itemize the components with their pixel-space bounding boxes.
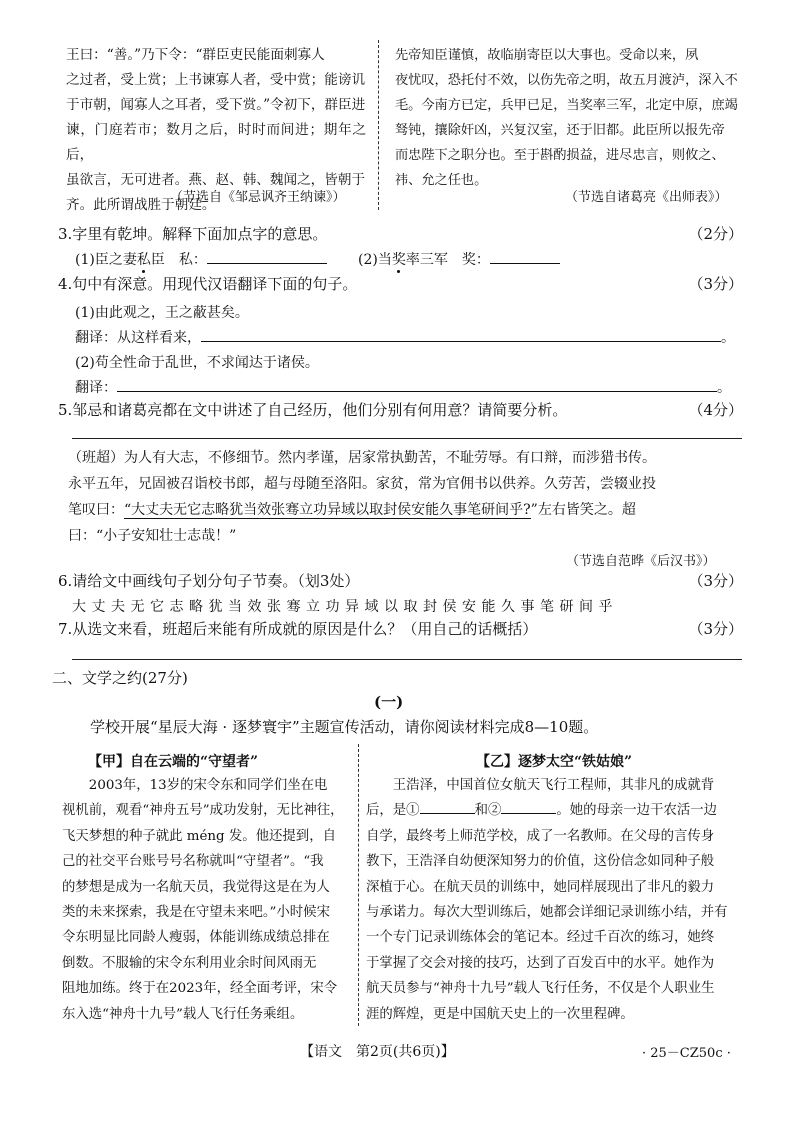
question-6-text: 6.请给文中画线句子划分句子节奏。（划3处） bbox=[58, 572, 360, 590]
translation-1-label: 翻译：从这样看来， bbox=[75, 330, 201, 346]
question-3-text: 3.字里有乾坤。解释下面加点字的意思。 bbox=[58, 225, 328, 243]
answer-blank[interactable] bbox=[117, 377, 717, 392]
passage-ban-chao bbox=[68, 445, 748, 549]
question-7-text: 7.从选文来看，班超后来能有所成就的原因是什么？（用自己的话概括） bbox=[58, 620, 538, 638]
material-b-body bbox=[366, 773, 748, 1027]
column-divider bbox=[378, 40, 379, 210]
material-b-line: 航天员参与“神舟十九号”载人飞行任务，不仅是个人职业生 bbox=[366, 981, 715, 997]
material-a-body bbox=[62, 773, 352, 1027]
material-a-line: 己的社交平台账号号名称就叫“守望者”。“我 bbox=[62, 854, 324, 870]
question-4-sentence-2: (2)苟全性命于乱世，不求闻达于诸侯。 bbox=[75, 355, 319, 371]
passage-right-line: 夜忧叹，恐托付不效，以伤先帝之明，故五月渡泸，深入不 bbox=[395, 73, 738, 88]
passage-left-source: （节选自《邹忌讽齐王纳谏》） bbox=[170, 190, 346, 205]
section-2-intro: 学校开展“星辰大海 · 逐梦寰宇”主题宣传活动，请你阅读材料完成8—10题。 bbox=[90, 718, 599, 736]
period: 。 bbox=[721, 330, 735, 346]
passage-right-line: 而忠陛下之职分也。至于斟酌损益，进尽忠言，则攸之、 bbox=[395, 148, 725, 163]
section-2-subtitle: (一) bbox=[374, 693, 404, 711]
page-number: 【语文 第2页(共6页)】 bbox=[300, 1044, 455, 1060]
question-3 bbox=[58, 224, 743, 244]
question-4-translation-1 bbox=[75, 327, 745, 347]
answer-blank[interactable] bbox=[490, 249, 560, 264]
period: 。 bbox=[717, 380, 731, 396]
passage-ban-chao-source: （节选自范晔《后汉书》） bbox=[566, 554, 716, 569]
question-6-score: （3分） bbox=[688, 572, 743, 590]
material-b-line: 深植于心。在航天员的训练中，她同样展现出了非凡的毅力 bbox=[366, 879, 715, 895]
passage-left-line: 虽欲言，无可进者。燕、赵、韩、魏闻之，皆朝于 bbox=[66, 172, 366, 188]
material-a-line: 阻地加练。终于在2023年，经全面考评，宋令 bbox=[62, 981, 338, 997]
dotted-char-si: 私 bbox=[136, 252, 151, 268]
material-a-line: 飞天梦想的种子就此 méng 发。他还提到，自 bbox=[62, 828, 336, 844]
material-a-line: 视机前，观看“神舟五号”成功发射，无比神往， bbox=[62, 803, 344, 819]
passage-line: （班超）为人有大志，不修细节。然内孝谨，居家常执勤苦，不耻劳辱。有口辩，而涉猎书传。 bbox=[68, 450, 656, 466]
material-b-line bbox=[366, 798, 748, 823]
dotted-char-jiang: 奖 bbox=[391, 252, 406, 268]
passage-right-line: 祎、允之任也。 bbox=[395, 173, 488, 188]
item-2-suffix: 率三军 奖： bbox=[405, 252, 490, 268]
material-b-line: 涯的辉煌，更是中国航天史上的一次里程碑。 bbox=[366, 1006, 634, 1022]
material-b-line: 自学，最终考上师范学校，成了一名教师。在父母的言传身 bbox=[366, 828, 715, 844]
question-3-item-2 bbox=[358, 249, 560, 269]
material-a-line: 的梦想是成为一名航天员，我觉得这是在为人 bbox=[62, 879, 330, 895]
material-a-line: 东入选“神舟十九号”载人飞行任务乘组。 bbox=[62, 1006, 304, 1022]
passage-right-source: （节选自诸葛亮《出师表》） bbox=[565, 190, 728, 205]
question-4-sentence-1: (1)由此观之，王之蔽甚矣。 bbox=[75, 305, 249, 321]
answer-blank[interactable] bbox=[207, 249, 327, 264]
question-4-text: 4.句中有深意。用现代汉语翻译下面的句子。 bbox=[58, 275, 358, 293]
blank-2-label: 和② bbox=[474, 803, 502, 819]
material-a-title: 【甲】自在云端的“守望者” bbox=[88, 754, 259, 770]
answer-line[interactable] bbox=[72, 659, 742, 660]
section-2-title: 二、文学之约(27分) bbox=[52, 669, 188, 687]
material-b-line-rest: 。她的母亲一边干农活一边 bbox=[556, 803, 718, 819]
question-5-text: 5.邹忌和诸葛亮都在文中讲述了自己经历，他们分别有何用意？请简要分析。 bbox=[58, 401, 568, 419]
item-1-suffix: 臣 私： bbox=[150, 252, 207, 268]
passage-left-line: 谏，门庭若市；数月之后，时时而间进；期年之后， bbox=[66, 122, 366, 163]
question-6 bbox=[58, 571, 743, 591]
passage-right-line: 毛。今南方已定，兵甲已足，当奖率三军，北定中原，庶竭 bbox=[395, 98, 738, 113]
material-b-title: 【乙】逐梦太空“铁姑娘” bbox=[476, 754, 633, 770]
material-a-line: 2003年，13岁的宋令东和同学们坐在电 bbox=[88, 778, 328, 793]
underlined-sentence: “大丈夫无它志略犹当效张骞立功异域以取封侯安能久事笔研间乎? bbox=[124, 502, 531, 518]
passage-line-suffix: ”左右皆笑之。超 bbox=[530, 502, 636, 518]
item-1-prefix: (1)臣之妻 bbox=[75, 252, 137, 268]
passage-right-line: 驽钝，攘除奸凶，兴复汉室，还于旧都。此臣所以报先帝 bbox=[395, 123, 725, 138]
question-6-sentence[interactable]: 大丈夫无它志略犹当效张骞立功异域以取封侯安能久事笔研间乎 bbox=[72, 599, 618, 615]
question-5 bbox=[58, 400, 743, 420]
paper-code: · 25－CZ50c · bbox=[642, 1046, 731, 1061]
passage-line: 曰：“小子安知壮士志哉！” bbox=[68, 528, 237, 544]
answer-blank[interactable] bbox=[201, 327, 721, 342]
translation-2-label: 翻译： bbox=[75, 380, 117, 396]
answer-blank-1[interactable] bbox=[420, 799, 475, 814]
blank-1-label: 后，是① bbox=[366, 803, 420, 819]
material-b-line: 王浩泽，中国首位女航天飞行工程师，其非凡的成就背 bbox=[392, 778, 715, 793]
passage-right bbox=[395, 43, 743, 193]
answer-blank-2[interactable] bbox=[501, 799, 556, 814]
material-b-line: 教下，王浩泽自幼便深知努力的价值，这份信念如同种子般 bbox=[366, 854, 715, 870]
item-2-prefix: (2)当 bbox=[358, 252, 392, 268]
material-b-line: 于掌握了交会对接的技巧，达到了百发百中的水平。她作为 bbox=[366, 955, 715, 971]
material-b-line: 一个专门记录训练体会的笔记本。经过千百次的练习，她终 bbox=[366, 930, 715, 946]
passage-left-line: 于市朝，闻寡人之耳者，受下赏。”令初下，群臣进 bbox=[66, 97, 366, 113]
passage-line bbox=[68, 497, 748, 523]
material-b-line: 与承诺力。每次大型训练后，她都会详细记录训练小结，并有 bbox=[366, 905, 728, 921]
passage-line-prefix: 笔叹曰： bbox=[68, 502, 124, 518]
answer-line[interactable] bbox=[72, 438, 742, 439]
passage-left-line: 之过者，受上赏；上书谏寡人者，受中赏；能谤讥 bbox=[66, 72, 366, 88]
question-4 bbox=[58, 274, 743, 294]
material-a-line: 令东明显比同龄人瘦弱，体能训练成绩总排在 bbox=[62, 930, 330, 946]
passage-line: 永平五年，兄固被召诣校书郎，超与母随至洛阳。家贫，常为官佣书以供养。久劳苦，尝辍业投 bbox=[68, 476, 656, 492]
material-a-line: 倒数。不服输的宋令东利用业余时间风雨无 bbox=[62, 955, 317, 971]
question-7 bbox=[58, 619, 743, 639]
passage-right-line: 先帝知臣谨慎，故临崩寄臣以大事也。受命以来，夙 bbox=[395, 48, 699, 63]
passage-left-line: 齐。此所谓战胜于朝廷。 bbox=[66, 197, 216, 213]
column-divider bbox=[358, 744, 359, 1026]
material-a-line: 类的未来探索，我是在守望未来吧。”小时候宋 bbox=[62, 905, 330, 921]
passage-left-line: 王曰：“善。”乃下令：“群臣吏民能面刺寡人 bbox=[66, 47, 325, 63]
question-4-score: （3分） bbox=[688, 275, 743, 293]
question-7-score: （3分） bbox=[688, 620, 743, 638]
question-3-score: （2分） bbox=[688, 225, 743, 243]
question-4-translation-2 bbox=[75, 377, 745, 397]
question-3-item-1 bbox=[75, 249, 327, 269]
question-5-score: （4分） bbox=[688, 401, 743, 419]
